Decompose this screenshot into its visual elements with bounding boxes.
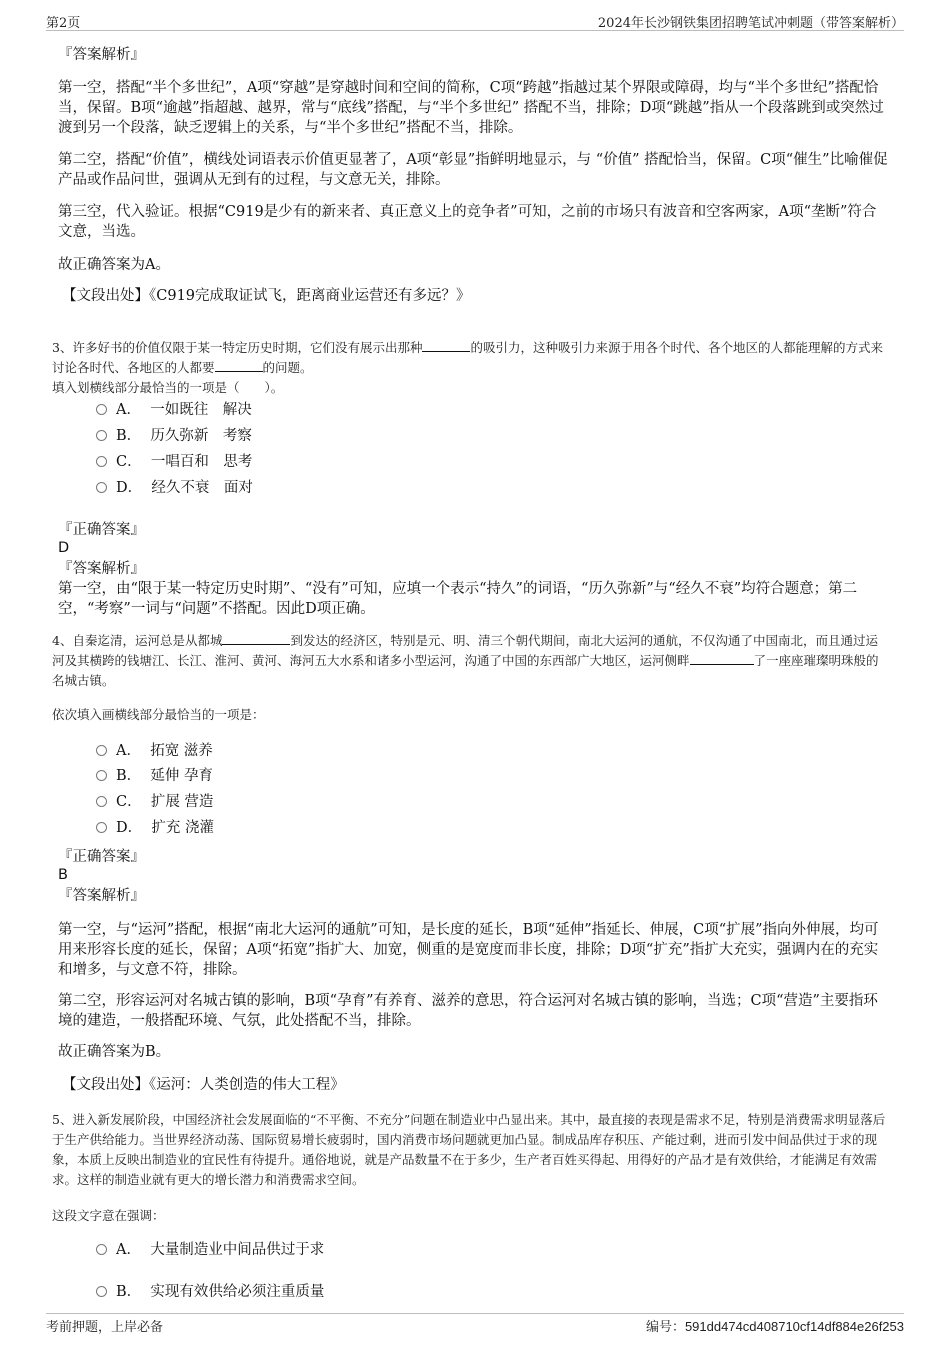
radio-icon[interactable] [96,1286,107,1297]
q3-blank-2 [215,358,263,372]
q4-answer-heading: 『正确答案』 [58,849,145,865]
radio-icon[interactable] [96,404,107,415]
page-number: 第2页 [46,16,81,31]
q3-blank-1 [422,338,470,352]
option-text: 一如既往 解决 [150,402,252,418]
option-text: 拓宽 滋养 [150,743,213,759]
q4-analysis-heading: 『答案解析』 [58,888,145,904]
q3-option-a[interactable] [96,400,252,420]
q4-source: 【文段出处】《运河：人类创造的伟大工程》 [62,1077,345,1093]
q4-option-d[interactable] [96,818,214,838]
q4-answer: B [58,867,68,883]
option-letter: C． [116,454,142,470]
option-letter: D． [116,820,143,836]
option-text: 经久不衰 面对 [151,480,253,496]
q3-prompt: 填入划横线部分最恰当的一项是（ ）。 [52,380,284,395]
radio-icon[interactable] [96,822,107,833]
option-text: 大量制造业中间品供过于求 [150,1242,325,1258]
option-text: 一唱百和 思考 [150,454,253,470]
q4-option-b[interactable] [96,766,213,786]
option-letter: B． [116,428,142,444]
q2-analysis-heading: 『答案解析』 [58,47,145,63]
q4-stem-part2: 到发达的经济区，特别是元、明、清三个朝代期间，南北大运河的通航，不仅沟通了中国南北，而且通过运河及其横跨的钱塘江、长江、淮河、黄河、海河五大水系和诸多小型运河，沟通了中国的东西部广大地区，运河侧畔 [52,633,878,668]
q3-stem-part1: 3、许多好书的价值仅限于某一特定历史时期，它们没有展示出那种 [52,340,423,355]
option-letter: C． [116,794,142,810]
radio-icon[interactable] [96,1244,107,1255]
option-text: 延伸 孕育 [150,768,213,784]
radio-icon[interactable] [96,745,107,756]
radio-icon[interactable] [96,770,107,781]
q4-option-c[interactable] [96,792,213,812]
q2-source: 【文段出处】《C919完成取证试飞，距离商业运营还有多远？》 [62,288,471,304]
q3-answer: D [58,540,70,556]
q3-stem-part2: 的吸引力，这种吸引力来源于用各个时代、各个地区的人都能理解的方式来讨论各时代、各地区的人都要 [52,340,883,375]
q4-conclusion: 故正确答案为B。 [58,1044,171,1060]
option-letter: D． [116,480,143,496]
q3-option-b[interactable] [96,426,252,446]
radio-icon[interactable] [96,482,107,493]
option-text: 扩展 营造 [150,794,214,810]
q3-stem-part3: 的问题。 [262,360,313,375]
q3-stem [52,338,890,378]
page-footer [46,1313,904,1335]
q4-option-a[interactable] [96,741,213,761]
option-letter: A． [116,1242,141,1258]
option-text: 历久弥新 考察 [150,428,252,444]
q4-analysis-p1: 第一空，与“运河”搭配，根据“南北大运河的通航”可知，是长度的延长，B项“延伸”指延长、伸展，C项“扩展”指向外伸展，均可用来形容长度的延长，保留；A项“拓宽”指扩大、加宽，侧重的是宽度而非长度，排除；D项“扩充”指扩大充实，强调内在的充实和增多，与文意不符，排除。 [58,922,879,978]
q3-analysis-heading: 『答案解析』 [58,561,145,577]
q4-prompt: 依次填入画横线部分最恰当的一项是： [52,707,265,722]
q5-prompt: 这段文字意在强调： [52,1208,165,1223]
radio-icon[interactable] [96,430,107,441]
q2-conclusion: 故正确答案为A。 [58,257,170,273]
page-header [46,12,904,31]
option-text: 扩充 浇灌 [151,820,214,836]
q3-analysis: 第一空，由“限于某一特定历史时期”、“没有”可知，应填一个表示“持久”的词语，“历久弥新”与“经久不衰”均符合题意；第二空，“考察”一词与“问题”不搭配。因此D项正确。 [58,581,858,617]
q4-stem-part1: 4、自秦迄清，运河总是从都城 [52,633,223,648]
option-letter: B． [116,768,142,784]
radio-icon[interactable] [96,456,107,467]
q4-stem-part3: 了一座座璀璨明珠般的名城古镇。 [52,653,879,688]
q2-analysis-p2: 第二空，搭配“价值”，横线处词语表示价值更显著了，A项“彰显”指鲜明地显示，与 “价值” 搭配恰当，保留。C项“催生”比喻催促产品或作品问世，强调从无到有的过程，与文意无关，排除。 [58,152,888,188]
q3-answer-heading: 『正确答案』 [58,522,145,538]
document-title: 2024年长沙钢铁集团招聘笔试冲刺题（带答案解析） [597,16,904,31]
q5-option-b[interactable] [96,1282,324,1302]
option-letter: B． [116,1284,142,1300]
q4-analysis-p2: 第二空，形容运河对名城古镇的影响，B项“孕育”有养育、滋养的意思，符合运河对名城古镇的影响，当选；C项“营造”主要指环境的建造，一般搭配环境、气氛，此处搭配不当，排除。 [58,993,878,1029]
q3-option-c[interactable] [96,452,252,472]
footer-slogan: 考前押题，上岸必备 [46,1320,164,1335]
q5-stem: 5、进入新发展阶段，中国经济社会发展面临的“不平衡、不充分”问题在制造业中凸显出来。其中，最直接的表现是需求不足，特别是消费需求明显落后于生产供给能力。当世界经济动荡、国际贸易增长疲弱时，国内消费市场问题就更加凸显。制成品库存积压、产能过剩，进而引发中间品供过于求的现象，本质上反映出制造业的宜民性有待提升。通俗地说，就是产品数量不在于多少，生产者百姓买得起、用得好的产品才是有效供给，才能满足有效需求。这样的制造业就有更大的增长潜力和消费需求空间。 [52,1112,886,1187]
q3-option-d[interactable] [96,478,253,498]
option-letter: A． [116,743,141,759]
q2-analysis-p1: 第一空，搭配“半个多世纪”，A项“穿越”是穿越时间和空间的简称，C项“跨越”指越过某个界限或障碍，均与“半个多世纪”搭配恰当，保留。B项“逾越”指超越、越界，常与“底线”搭配，与“半个多世纪” 搭配不当，排除；D项“跳越”指从一个段落跳到或突然过渡到另一个段落，缺乏逻辑上的关系，与“半个多世纪”搭配不当，排除。 [58,80,884,136]
q4-blank-1 [222,631,290,645]
q2-analysis-p3: 第三空，代入验证。根据“C919是少有的新来者、真正意义上的竞争者”可知，之前的市场只有波音和空客两家，A项“垄断”符合文意，当选。 [58,204,877,240]
document-code: 编号：591dd474cd408710cf14df884e26f253 [645,1319,904,1334]
option-text: 实现有效供给必须注重质量 [150,1284,325,1300]
q4-blank-2 [690,651,754,665]
option-letter: A． [116,402,141,418]
radio-icon[interactable] [96,796,107,807]
q5-option-a[interactable] [96,1240,324,1260]
q4-stem [52,631,890,691]
